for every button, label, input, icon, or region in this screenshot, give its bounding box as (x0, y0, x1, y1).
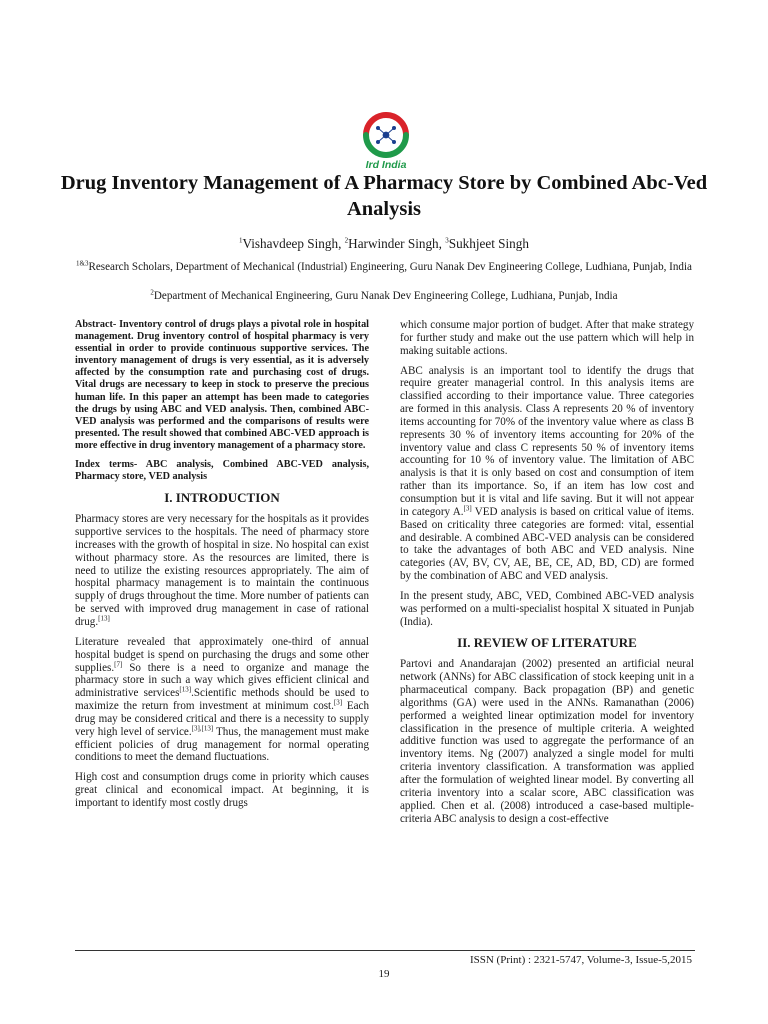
intro-paragraph-2 (75, 636, 369, 764)
page-number: 19 (378, 968, 390, 980)
affiliation-text: Research Scholars, Department of Mechanical (Industrial) Engineering, Guru Nanak Dev Engineering College, Ludhiana, Punjab, India (88, 261, 692, 273)
paragraph-text: VED analysis is based on critical value of items. Based on criticality three categories are formed: vital, essential and desirable. A combined ABC-VED analysis can be considered to take the advantages of both ABC and VED analysis. Nine categories (AV, BV, CV, AE, BE, CE, AD, BD, CD) are formed by the combination of ABC and VED analysis. (400, 505, 694, 583)
left-column (75, 319, 369, 817)
author-list (60, 236, 708, 252)
citation: [3] (463, 504, 472, 513)
author-marker: 3 (445, 236, 449, 245)
author-name: Vishavdeep Singh, (242, 236, 345, 251)
citation: [13] (179, 685, 192, 694)
paragraph-text: Pharmacy stores are very necessary for the hospitals as it provides supportive services to the hospitals. The need of pharmacy store increases with the growth of hospital in size. No hospital can exist without pharmacy store. As the resources are limited, there is need to utilize the existing resources appropriately. The aim of hospital pharmacy management is to maintain the continuous supply of drugs throughout the time. More number of patients can be served with improved drug management in case of rational drug. (75, 513, 369, 628)
author-2 (345, 236, 446, 251)
affiliation-marker: 2 (150, 288, 154, 297)
paragraph-text: Literature revealed that approximately one-third of annual hospital budget is spend on purchasing the drugs and some other supplies. (75, 635, 369, 674)
paragraph-text: Thus, the management must make efficient policies of drug management for normal operating conditions to meet the demand fluctuations. (75, 725, 369, 764)
paragraph-text: So there is a need to organize and manage the pharmacy store in such a way which gives efficient clinical and administrative services (75, 661, 369, 700)
affiliation-1 (60, 260, 708, 275)
introduction-heading: I. INTRODUCTION (164, 490, 280, 506)
paper-title: Drug Inventory Management of A Pharmacy Store by Combined Abc-Ved Analysis (60, 172, 708, 220)
literature-paragraph: Partovi and Anandarajan (2002) presented an artificial neural network (ANNs) for ABC classification of stock keeping unit in a pharmaceutical company. Back propagation (BP) and genetic algorithms (GA) were used in the ANNs. Ramanathan (2006) performed a weighted linear optimization model for inventory classification in the presence of multiple criteria. A weighted additive function was used to aggregate the performance of an inventory items. Ng (2007) analyzed a single model for multi criteria inventory classification. A transformation was applied after the formulation of weighted linear model. By converting all criteria inventory into a scalar score, ABC classification was applied. Chen et al. (2008) introduced a case-based multiple-criteria ABC analysis to design a cost-effective (400, 658, 694, 825)
author-marker: 1 (239, 236, 243, 245)
citation: [7] (114, 659, 123, 668)
right-column (400, 319, 694, 832)
index-terms: Index terms- ABC analysis, Combined ABC-VED analysis, Pharmacy store, VED analysis (75, 459, 369, 483)
logo-text: Ird India (365, 159, 407, 170)
literature-heading: II. REVIEW OF LITERATURE (457, 635, 637, 651)
footer-rule (75, 950, 695, 951)
affiliation-2 (60, 289, 708, 304)
author-1 (239, 236, 345, 251)
affiliation-text: Department of Mechanical Engineering, Guru Nanak Dev Engineering College, Ludhiana, Punjab, India (153, 290, 618, 302)
issn-line: ISSN (Print) : 2321-5747, Volume-3, Issue-5,2015 (469, 954, 692, 966)
intro-paragraph-1 (75, 513, 369, 629)
affiliation-marker: 1&3 (76, 259, 89, 268)
citation: [3] (333, 698, 343, 707)
study-paragraph: In the present study, ABC, VED, Combined ABC-VED analysis was performed on a multi-specialist hospital X situated in Punjab (India). (400, 589, 694, 628)
intro-paragraph-3: High cost and consumption drugs come in priority which causes great clinical and economical impact. At beginning, it is important to identify most costly drugs (75, 771, 369, 809)
paragraph-text: ABC analysis is an important tool to identify the drugs that require greater managerial control. In this analysis items are classified according to their importance value. Three categories are formed in this analysis. Class A represents 20 % of inventory items accounting for 70% of the inventory value where as class B represents 30 % of inventory items accounting for 20% of the inventory value and class C represents 50 % of inventory items accounting for 10 % of inventory value. The limitation of ABC analysis is that it is only based on cost and consumption of item rather than its importance. So, if an item has low cost and consumption but it is vital and life saving. But it will not appear in category A. (400, 364, 694, 518)
abc-paragraph (400, 365, 694, 583)
ird-india-logo (355, 108, 417, 170)
author-marker: 2 (344, 236, 349, 245)
citation: [13] (98, 614, 110, 623)
intro-paragraph-4: which consume major portion of budget. After that make strategy for further study and make out the use pattern which will help in making suitable actions. (400, 319, 694, 357)
paragraph-text: .Scientific methods should be used to maximize the return from investment at minimum cost. (75, 687, 369, 713)
author-name: Sukhjeet Singh (448, 236, 529, 251)
paragraph-text: Each drug may be considered critical and there is a necessity to supply very high level of service. (75, 700, 369, 738)
author-name: Harwinder Singh, (348, 236, 446, 251)
citation: [3],[13] (191, 724, 214, 733)
ird-india-logo-graphic (355, 108, 417, 170)
abstract: Abstract- Inventory control of drugs plays a pivotal role in hospital management. Drug inventory control of hospital pharmacy is very essential in order to provide continuous supportive services. The inventory management of drugs is very essential, as it is adversely affected by the consumption rate and purchasing cost of drugs. Vital drugs are necessary to keep in stock to preserve the precious human life. In this paper an attempt has been made to categories the drugs by using ABC and VED analysis. Then, combined ABC-VED analysis was performed and the comparisons of results were presented. The result showed that combined ABC-VED approach is more effective in drug inventory management of a pharmacy store. (75, 319, 369, 451)
author-3 (445, 236, 529, 251)
